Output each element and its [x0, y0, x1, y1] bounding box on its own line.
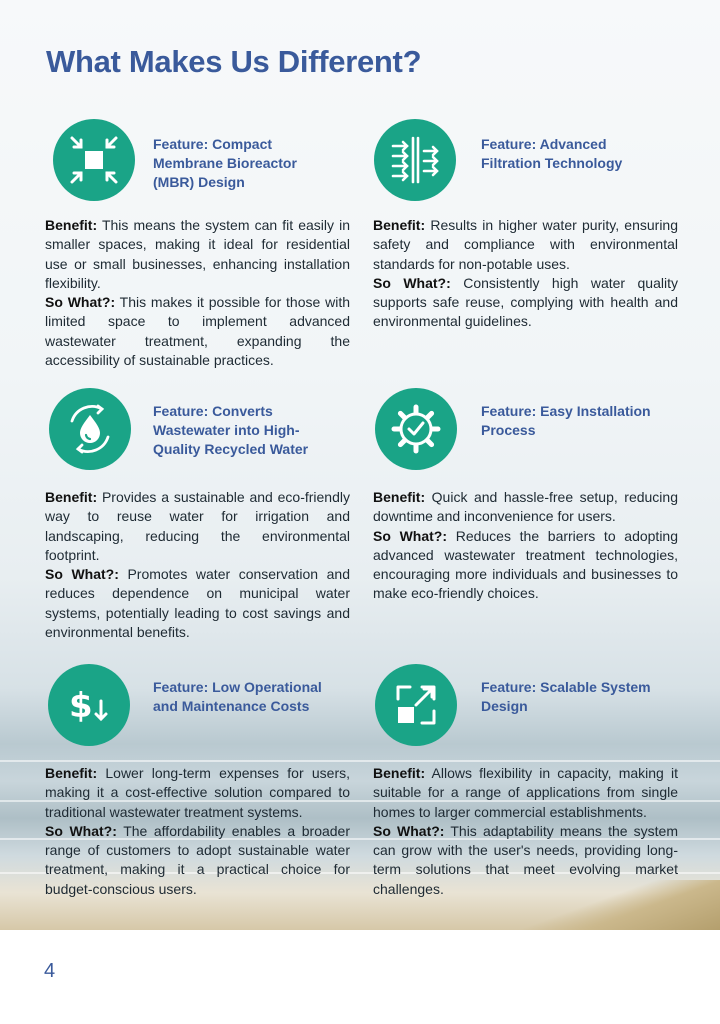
- sowhat-text: This adaptability means the system can grow with the user's needs, providing long-term solutions that meet evolving market challenges.: [373, 822, 679, 897]
- sowhat-label: So What?:: [45, 294, 116, 311]
- gear-check-icon: [375, 388, 457, 470]
- feature-title: Feature: Low Operational and Maintenance Costs: [153, 679, 322, 714]
- svg-text:$: $: [69, 686, 93, 726]
- feature-title: Feature: Advanced Filtration Technology: [481, 136, 623, 171]
- expand-icon: [375, 664, 457, 746]
- page-title: What Makes Us Different?: [46, 44, 422, 79]
- feature-description: [373, 488, 678, 604]
- benefit-text: Results in higher water purity, ensuring safety and compliance with environmental standards for non-potable uses.: [373, 217, 679, 272]
- water-recycle-icon: [49, 388, 131, 470]
- compress-icon: [53, 119, 135, 201]
- benefit-text: Quick and hassle-free setup, reducing downtime and inconvenience for users.: [373, 489, 678, 525]
- sowhat-text: The affordability enables a broader range of customers to adopt sustainable water treatment, making it a practical choice for budget-conscious users.: [45, 822, 350, 897]
- feature-title: Feature: Easy Installation Process: [481, 403, 651, 438]
- feature-description: [45, 488, 350, 642]
- sowhat-text: Reduces the barriers to adopting advanced wastewater treatment technologies, encouraging more individuals and businesses to make eco-friendly choices.: [373, 527, 679, 602]
- feature-description: [373, 216, 678, 332]
- dollar-down-icon: [48, 664, 130, 746]
- sowhat-text: This makes it possible for those with limited space to implement advanced wastewater treatment, expanding the accessibility of sustainable practices.: [45, 294, 350, 369]
- sowhat-label: So What?:: [373, 527, 448, 544]
- feature-description: [373, 764, 678, 899]
- benefit-label: Benefit:: [45, 765, 98, 781]
- benefit-label: Benefit:: [45, 489, 98, 505]
- benefit-text: Provides a sustainable and eco-friendly way to reuse water for irrigation and landscaping, reducing the environmental footprint.: [45, 489, 350, 563]
- feature-title: Feature: Converts Wastewater into High-Quality Recycled Water: [153, 403, 309, 457]
- sowhat-label: So What?:: [45, 566, 119, 583]
- sowhat-label: So What?:: [45, 822, 117, 839]
- benefit-label: Benefit:: [373, 765, 426, 781]
- sowhat-text: Consistently high water quality supports safe reuse, complying with health and environmental guidelines.: [373, 274, 678, 330]
- feature-description: [45, 216, 350, 370]
- benefit-label: Benefit:: [373, 217, 426, 233]
- feature-description: [45, 764, 350, 899]
- sowhat-label: So What?:: [373, 822, 445, 839]
- benefit-label: Benefit:: [45, 217, 98, 233]
- benefit-label: Benefit:: [373, 489, 426, 505]
- filtration-icon: [374, 119, 456, 201]
- feature-title: Feature: Scalable System Design: [481, 679, 651, 714]
- benefit-text: Lower long-term expenses for users, making it a cost-effective solution compared to traditional wastewater treatment systems.: [45, 765, 351, 820]
- feature-title: Feature: Compact Membrane Bioreactor (MBR) Design: [153, 136, 297, 190]
- sowhat-label: So What?:: [373, 274, 451, 291]
- page-number: 4: [44, 960, 56, 982]
- benefit-text: This means the system can fit easily in smaller spaces, making it ideal for residential use or small businesses, enhancing installation flexibility.: [45, 217, 350, 291]
- benefit-text: Allows flexibility in capacity, making it suitable for a range of applications from single homes to larger commercial establishments.: [373, 765, 678, 820]
- sowhat-text: Promotes water conservation and reduces dependence on municipal water systems, potentially leading to cost savings and environmental benefits.: [45, 566, 350, 641]
